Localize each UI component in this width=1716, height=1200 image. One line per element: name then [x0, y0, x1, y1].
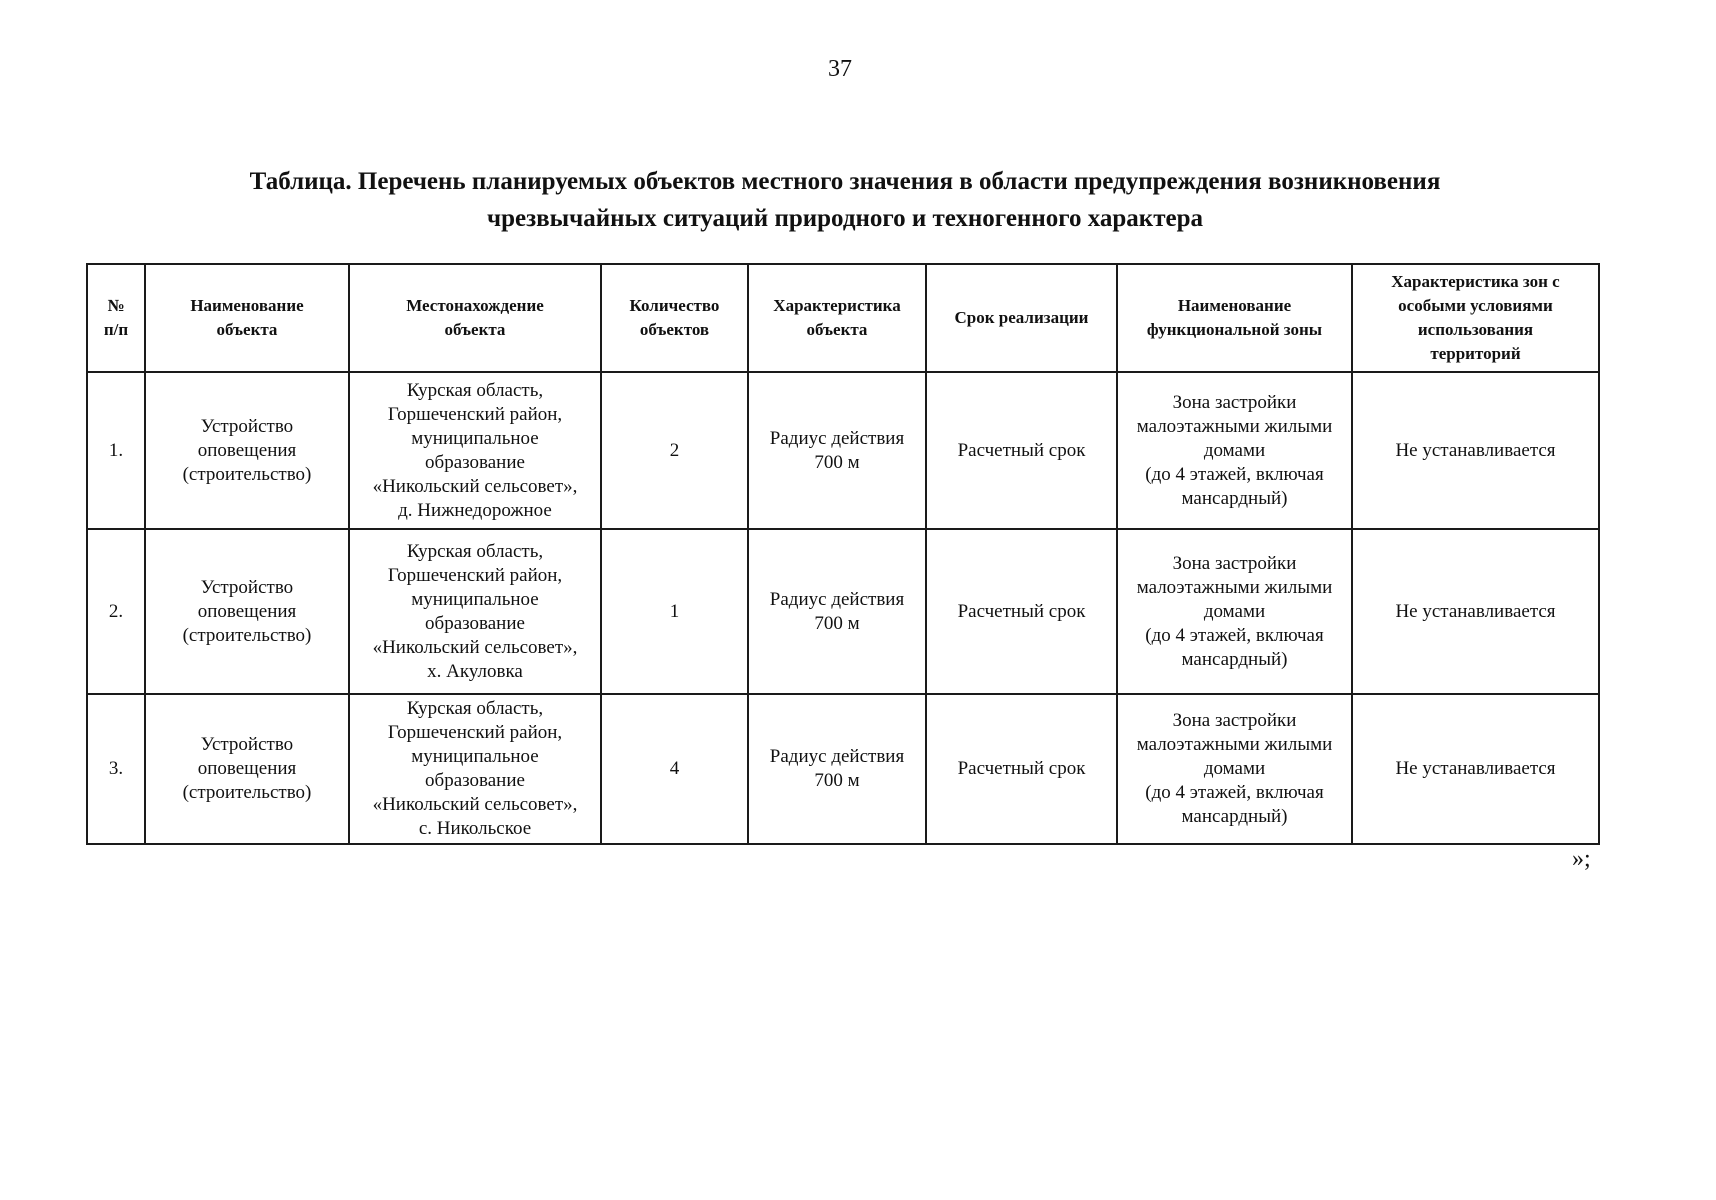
cell-object-name: Устройство оповещения (строительство): [145, 372, 349, 529]
table-row: [87, 694, 1599, 844]
cell-count: 1: [601, 529, 748, 694]
cell-special-zones: Не устанавливается: [1352, 529, 1599, 694]
cell-location: Курская область, Горшеченский район, муниципальное образование «Никольский сельсовет», д. Нижнедорожное: [349, 372, 601, 529]
title-line-1: Таблица. Перечень планируемых объектов местного значения в области предупреждения возникновения: [249, 168, 1441, 195]
cell-term: Расчетный срок: [926, 529, 1117, 694]
closing-quote: »;: [1572, 846, 1591, 872]
header-number: № п/п: [87, 264, 145, 372]
cell-characteristic: Радиус действия 700 м: [748, 529, 926, 694]
cell-functional-zone: Зона застройки малоэтажными жилыми домами (до 4 этажей, включая мансардный): [1117, 529, 1352, 694]
cell-special-zones: Не устанавливается: [1352, 694, 1599, 844]
cell-count: 4: [601, 694, 748, 844]
header-object-name: Наименование объекта: [145, 264, 349, 372]
cell-characteristic: Радиус действия 700 м: [748, 372, 926, 529]
header-characteristic: Характеристика объекта: [748, 264, 926, 372]
cell-number: 3.: [87, 694, 145, 844]
cell-number: 2.: [87, 529, 145, 694]
cell-functional-zone: Зона застройки малоэтажными жилыми домами (до 4 этажей, включая мансардный): [1117, 372, 1352, 529]
cell-special-zones: Не устанавливается: [1352, 372, 1599, 529]
header-count: Количество объектов: [601, 264, 748, 372]
cell-number: 1.: [87, 372, 145, 529]
cell-term: Расчетный срок: [926, 694, 1117, 844]
title-line-2: чрезвычайных ситуаций природного и техногенного характера: [487, 205, 1203, 232]
objects-table: [86, 263, 1600, 845]
header-special-zones: Характеристика зон с особыми условиями использования территорий: [1352, 264, 1599, 372]
page-number: 37: [828, 56, 852, 82]
header-functional-zone: Наименование функциональной зоны: [1117, 264, 1352, 372]
cell-characteristic: Радиус действия 700 м: [748, 694, 926, 844]
cell-functional-zone: Зона застройки малоэтажными жилыми домами (до 4 этажей, включая мансардный): [1117, 694, 1352, 844]
table-row: [87, 529, 1599, 694]
cell-count: 2: [601, 372, 748, 529]
table-header-row: [87, 264, 1599, 372]
cell-object-name: Устройство оповещения (строительство): [145, 694, 349, 844]
cell-location: Курская область, Горшеченский район, муниципальное образование «Никольский сельсовет», с. Никольское: [349, 694, 601, 844]
table-row: [87, 372, 1599, 529]
header-term: Срок реализации: [926, 264, 1117, 372]
header-location: Местонахождение объекта: [349, 264, 601, 372]
cell-object-name: Устройство оповещения (строительство): [145, 529, 349, 694]
cell-term: Расчетный срок: [926, 372, 1117, 529]
cell-location: Курская область, Горшеченский район, муниципальное образование «Никольский сельсовет», х. Акуловка: [349, 529, 601, 694]
document-title: [90, 163, 1600, 237]
